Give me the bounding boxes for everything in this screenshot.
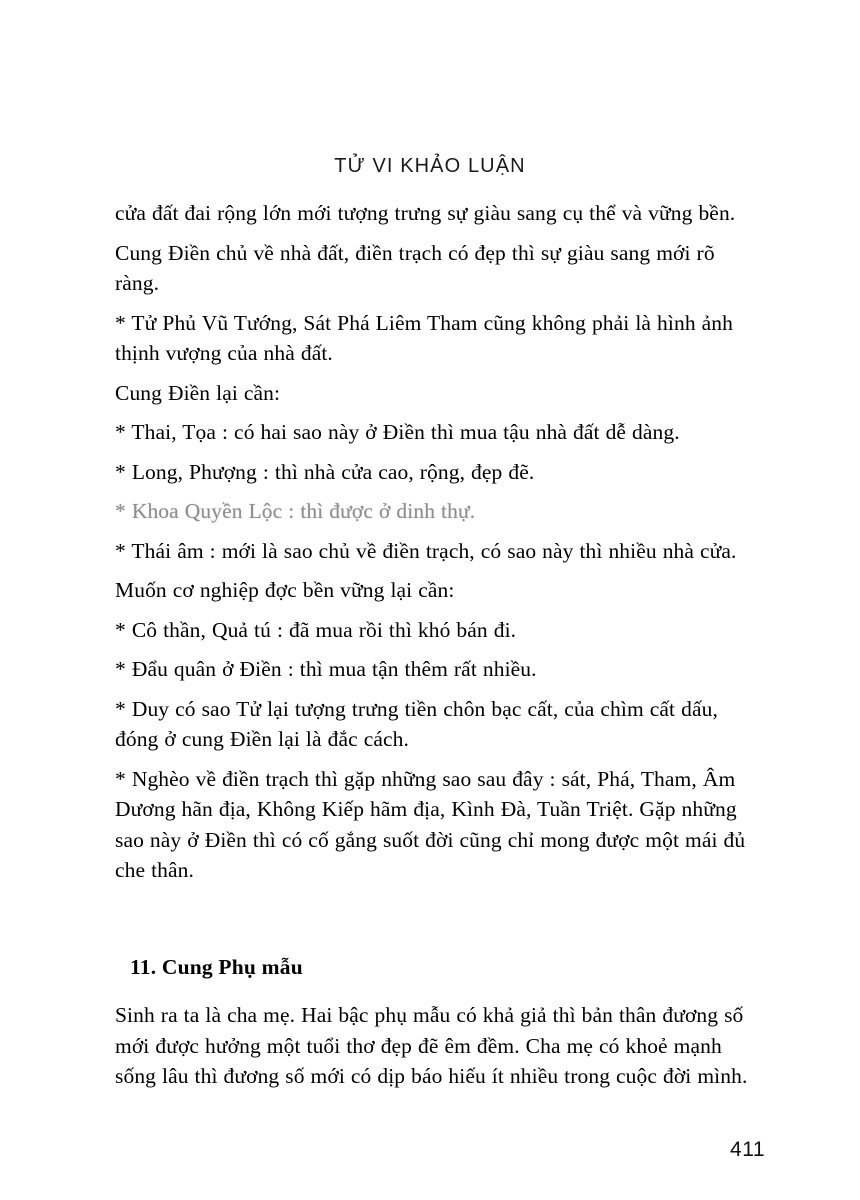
- paragraph: Cung Điền lại cần:: [115, 380, 281, 405]
- paragraph: cửa đất đai rộng lớn mới tượng trưng sự giàu sang cụ thể và vững bền.: [115, 201, 736, 225]
- section-heading-block: [130, 955, 750, 980]
- paragraph: * Nghèo về điền trạch thì gặp những sao sau đây : sát, Phá, Tham, Âm Dương hãn địa, Không Kiếp hãm địa, Kình Đà, Tuần Triệt. Gặp những sao này ở Điền thì có cố gắng suốt đời cũng chỉ mong được một mái đủ che thân.: [115, 766, 746, 883]
- paragraph: Cung Điền chủ về nhà đất, điền trạch có đẹp thì sự giàu sang mới rõ ràng.: [115, 240, 715, 296]
- running-head: TỬ VI KHẢO LUẬN: [334, 155, 526, 177]
- paragraph: * Đẩu quân ở Điền : thì mua tận thêm rất nhiều.: [115, 657, 537, 682]
- paragraph: * Thái âm : mới là sao chủ về điền trạch, có sao này thì nhiều nhà cửa.: [115, 538, 737, 563]
- paragraph: * Thai, Tọa : có hai sao này ở Điền thì mua tậu nhà đất dễ dàng.: [115, 420, 680, 445]
- paragraph: * Long, Phượng : thì nhà cửa cao, rộng, đẹp đẽ.: [115, 459, 535, 484]
- paragraph: * Cô thần, Quả tú : đã mua rồi thì khó bán đi.: [115, 617, 517, 642]
- main-text-column: [115, 198, 757, 895]
- section-heading: 11. Cung Phụ mẫu: [130, 955, 303, 979]
- paragraph: Muốn cơ nghiệp đợc bền vững lại cần:: [115, 578, 455, 603]
- paragraph: * Tử Phủ Vũ Tướng, Sát Phá Liêm Tham cũng không phải là hình ảnh thịnh vượng của nhà đất.: [115, 310, 733, 366]
- paragraph: Sinh ra ta là cha mẹ. Hai bậc phụ mẫu có khả giả thì bản thân đương số mới được hưởng một tuổi thơ đẹp đẽ êm đềm. Cha mẹ có khoẻ mạnh sống lâu thì đương số mới có dịp báo hiếu ít nhiều trong cuộc đời mình.: [115, 1003, 748, 1089]
- page-number: 411: [730, 1138, 765, 1161]
- closing-text-block: [115, 1000, 760, 1101]
- paragraph: * Duy có sao Tử lại tượng trưng tiền chôn bạc cất, của chìm cất dấu, đóng ở cung Điền lại là đắc cách.: [115, 696, 718, 752]
- paragraph-faded: * Khoa Quyền Lộc : thì được ở dinh thự.: [115, 499, 476, 524]
